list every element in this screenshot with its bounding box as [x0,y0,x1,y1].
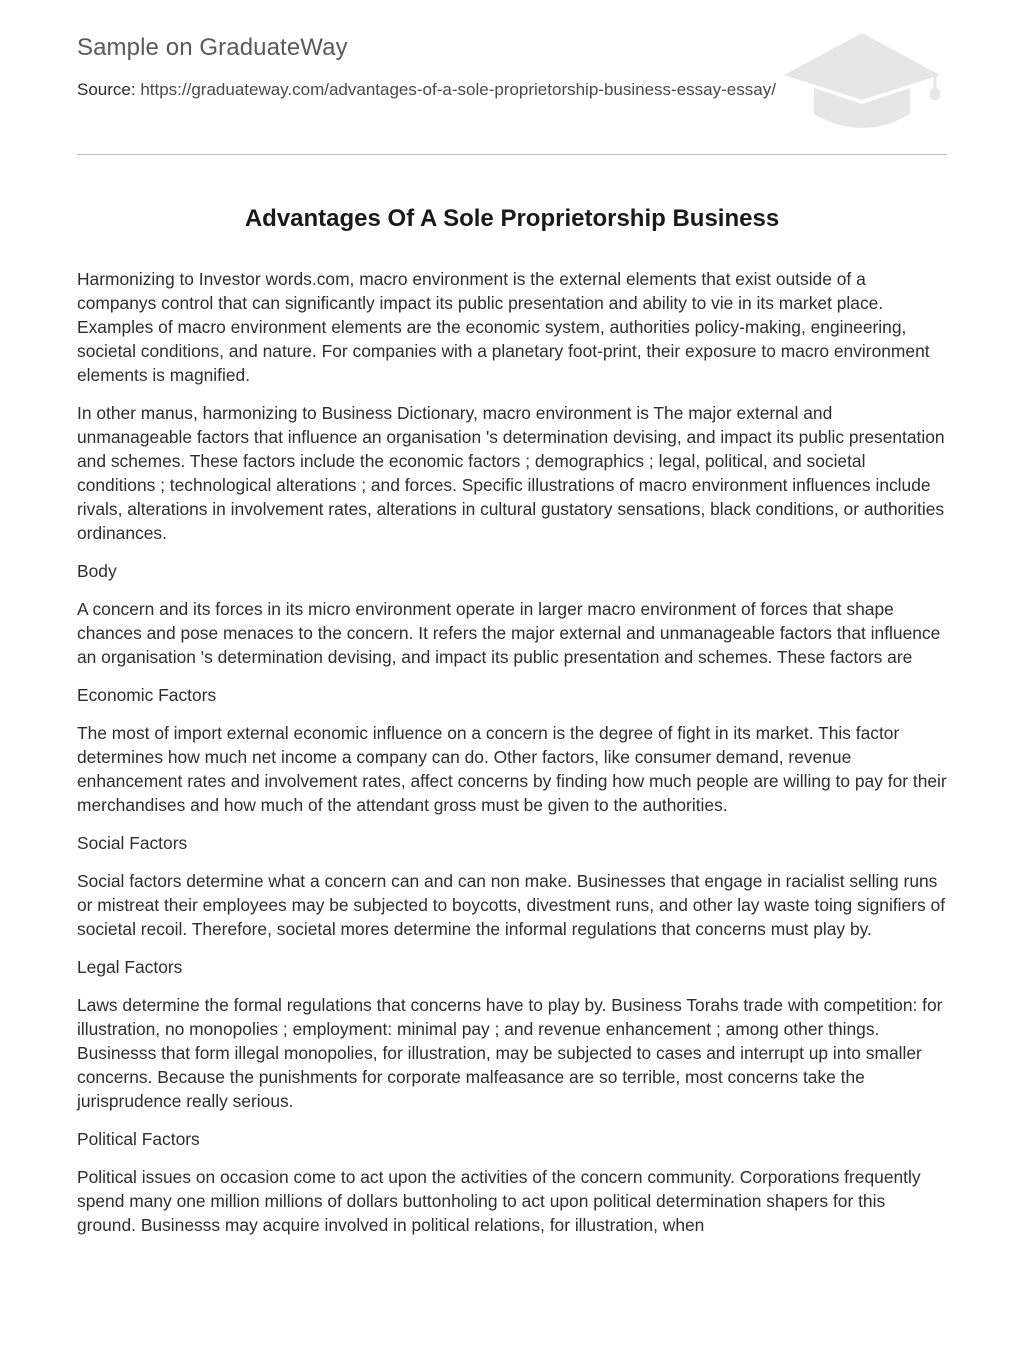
section-heading: Economic Factors [77,685,217,705]
source-link[interactable]: https://graduateway.com/advantages-of-a-sole-proprietorship-business-essay-essay/ [140,80,776,99]
document-title: Advantages Of A Sole Proprietorship Business [244,205,780,232]
paragraph: Political issues on occasion come to act upon the activities of the concern community. Corporations frequently spend many one million millions of dollars buttonholing to act upon political determination shapers for this ground. Businesss may acquire involved in political relations, for illustration, when [77,1167,921,1235]
graduation-cap-icon [780,30,948,134]
section-heading: Political Factors [77,1129,200,1149]
paragraph: Laws determine the formal regulations that concerns have to play by. Business Torahs trade with competition: for illustration, no monopolies ; employment: minimal pay ; and revenue enhancement ; among other things. Businesss that form illegal monopolies, for illustration, may be subjected to cases and interrupt up into smaller concerns. Because the punishments for corporate malfeasance are so terrible, most concerns take the jurisprudence really serious. [77,995,943,1111]
header [77,0,947,155]
paragraph: In other manus, harmonizing to Business Dictionary, macro environment is The major external and unmanageable factors that influence an organisation 's determination devising, and impact its public presentation and schemes. These factors include the economic factors ; demographics ; legal, political, and societal conditions ; technological alterations ; and forces. Specific illustrations of macro environment influences include rivals, alterations in involvement rates, alterations in cultural gustatory sensations, black conditions, or authorities ordinances. [77,403,945,543]
paragraph: A concern and its forces in its micro environment operate in larger macro environment of forces that shape chances and pose menaces to the concern. It refers the major external and unmanageable factors that influence an organisation 's determination devising, and impact its public presentation and schemes. These factors are [77,599,941,667]
source-line [77,79,777,101]
site-title: Sample on GraduateWay [77,34,348,61]
page [77,0,947,1235]
section-heading: Body [77,561,117,581]
section-heading: Social Factors [77,833,188,853]
paragraph: The most of import external economic influence on a concern is the degree of fight in its market. This factor determines how much net income a company can do. Other factors, like consumer demand, revenue enhancement rates and involvement rates, affect concerns by finding how much people are willing to pay for their merchandises and how much of the attendant gross must be given to the authorities. [77,723,947,815]
header-divider [77,154,947,155]
paragraph: Social factors determine what a concern can and can non make. Businesses that engage in racialist selling runs or mistreat their employees may be subjected to boycotts, divestment runs, and other lay waste toing signifiers of societal recoil. Therefore, societal mores determine the informal regulations that concerns must play by. [77,871,946,939]
section-heading: Legal Factors [77,957,183,977]
paragraph: Harmonizing to Investor words.com, macro environment is the external elements that exist outside of a companys control that can significantly impact its public presentation and ability to vie in its market place. Examples of macro environment elements are the economic system, authorities policy-making, engineering, societal conditions, and nature. For companies with a planetary foot-print, their exposure to macro environment elements is magnified. [77,269,930,385]
source-label: Source: [77,80,141,99]
document-body [77,267,947,1251]
